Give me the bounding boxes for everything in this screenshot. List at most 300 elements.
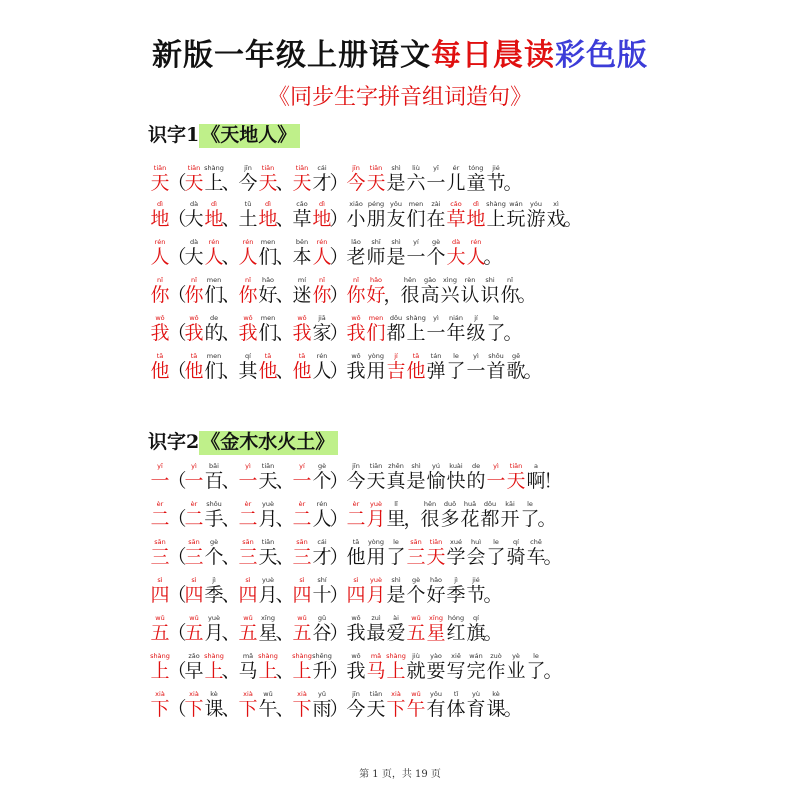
pinyin: duō [443,500,457,508]
punctuation [275,500,295,530]
hanzi: ） [329,660,349,682]
hanzi: 要 [426,660,446,682]
hanzi: 啊 [526,470,546,492]
punctuation [275,276,295,306]
hanzi-with-pinyin [446,576,466,606]
hanzi-with-pinyin [238,164,258,194]
punctuation [503,314,523,344]
hanzi: 、 [221,546,241,568]
pinyin: jié [472,576,480,584]
hanzi: 地 [204,208,224,230]
hanzi-with-pinyin [346,614,366,644]
pinyin: yòng [367,538,385,546]
pinyin: dì [211,200,217,208]
hanzi: 三 [406,546,426,568]
hanzi-with-pinyin [480,276,500,306]
hanzi: 课 [204,698,224,720]
punctuation [275,576,295,606]
pinyin: zuò [490,652,502,660]
pinyin: xīng [261,614,275,622]
hanzi: 完 [466,660,486,682]
hanzi: 星 [258,622,278,644]
punctuation [221,462,241,492]
pinyin: jí [474,314,478,322]
hanzi: 级 [466,322,486,344]
hanzi-with-pinyin [466,164,486,194]
hanzi-with-pinyin [466,352,486,382]
hanzi: 他 [292,360,312,382]
pinyin: yuè [370,576,382,584]
hanzi: 、 [275,546,295,568]
hanzi: 、 [221,172,241,194]
hanzi: （ [167,172,187,194]
hanzi-with-pinyin [406,462,426,492]
punctuation [329,314,349,344]
punctuation [221,614,241,644]
hanzi-with-pinyin [366,314,386,344]
pinyin: rén [154,238,166,246]
hanzi: 好 [366,284,386,306]
hanzi: 下 [386,698,406,720]
pinyin: le [493,538,499,546]
hanzi-with-pinyin [346,352,366,382]
pinyin: shàng [486,200,506,208]
hanzi: ！ [543,470,563,492]
hanzi: 今 [346,470,366,492]
pinyin: men [260,238,276,246]
pinyin: wǔ [263,690,273,698]
punctuation [523,352,543,382]
pinyin: tiān [261,164,275,172]
punctuation [275,352,295,382]
pinyin: shì [391,238,401,246]
hanzi: 人 [238,246,258,268]
hanzi-with-pinyin [426,200,446,230]
hanzi: 草 [292,208,312,230]
section-label: 识字1 [148,124,200,146]
pinyin: shì [391,164,401,172]
hanzi: 戏 [546,208,566,230]
pinyin: mǎ [242,652,254,660]
pinyin: gǔ [317,614,327,622]
hanzi: 、 [221,508,241,530]
hanzi: 你 [150,284,170,306]
hanzi: 谷 [312,622,332,644]
punctuation [383,276,403,306]
pinyin: dōu [389,314,403,322]
hanzi: 、 [275,584,295,606]
title-part-2: 每日晨读 [431,38,555,73]
pinyin: yú [432,462,440,470]
hanzi: 大 [184,208,204,230]
hanzi: 、 [275,360,295,382]
pinyin: le [527,500,533,508]
pinyin: tiān [429,538,443,546]
pinyin: kè [210,690,218,698]
hanzi-with-pinyin [486,462,506,492]
text-line [150,310,523,344]
hanzi-with-pinyin [406,352,426,382]
pinyin: le [493,314,499,322]
hanzi: 们 [258,322,278,344]
text-line [150,686,523,720]
hanzi: 歌 [506,360,526,382]
pinyin: shǒu [488,352,504,360]
pinyin: huì [470,538,482,546]
punctuation [275,462,295,492]
punctuation [275,164,295,194]
pinyin: rén [316,352,328,360]
punctuation [167,576,187,606]
pinyin: péng [367,200,385,208]
pinyin: wǔ [297,614,307,622]
pinyin: hěn [423,500,437,508]
punctuation [221,164,241,194]
pinyin: gāo [423,276,437,284]
pinyin: tiān [153,164,167,172]
hanzi: ） [329,208,349,230]
hanzi: 是 [386,246,406,268]
hanzi-with-pinyin [366,462,386,492]
hanzi: 人 [312,246,332,268]
pinyin: xià [243,690,253,698]
hanzi: 们 [204,284,224,306]
hanzi: 儿 [446,172,466,194]
pinyin: gè [431,238,441,246]
hanzi: ） [329,622,349,644]
hanzi-with-pinyin [292,200,312,230]
hanzi: 天 [426,546,446,568]
hanzi-with-pinyin [238,352,258,382]
hanzi: 地 [466,208,486,230]
hanzi: 天 [292,172,312,194]
punctuation [275,314,295,344]
punctuation [275,200,295,230]
pinyin: dì [319,200,325,208]
hanzi: 今 [346,698,366,720]
pinyin: cǎo [450,200,462,208]
hanzi: 。 [543,546,563,568]
hanzi: 了 [486,322,506,344]
pinyin: shàng [406,314,426,322]
hanzi: 百 [204,470,224,492]
hanzi: 你 [238,284,258,306]
hanzi-with-pinyin [506,200,526,230]
pinyin: dà [189,238,199,246]
hanzi: 六 [406,172,426,194]
hanzi: 你 [312,284,332,306]
pinyin: jīn [352,462,360,470]
pinyin: men [368,314,384,322]
hanzi: 、 [221,698,241,720]
pinyin: rén [242,238,254,246]
pinyin: sān [188,538,200,546]
pinyin: kuài [449,462,463,470]
pinyin: xiě [451,652,461,660]
hanzi: 就 [406,660,426,682]
punctuation [275,538,295,568]
pinyin: jīn [352,690,360,698]
punctuation [517,276,537,306]
pinyin: cái [317,164,327,172]
hanzi: 写 [446,660,466,682]
hanzi-with-pinyin [238,238,258,268]
hanzi: 他 [184,360,204,382]
hanzi-with-pinyin [292,462,312,492]
pinyin: shi [485,276,495,284]
hanzi: 骑 [506,546,526,568]
hanzi-with-pinyin [366,238,386,268]
pinyin: de [209,314,219,322]
hanzi: （ [167,546,187,568]
text-line [150,272,537,306]
hanzi-with-pinyin [406,164,426,194]
hanzi: 师 [366,246,386,268]
pinyin: lǎo [351,238,361,246]
hanzi-with-pinyin [486,652,506,682]
pinyin: gē [511,352,521,360]
pinyin: tā [352,538,360,546]
hanzi: 的 [466,470,486,492]
hanzi: 好 [258,284,278,306]
hanzi: 五 [406,622,426,644]
pinyin: nǐ [353,276,359,284]
pinyin: men [206,352,222,360]
hanzi: 二 [238,508,258,530]
hanzi: 地 [312,208,332,230]
punctuation [167,200,187,230]
hanzi: ） [329,698,349,720]
hanzi-with-pinyin [466,200,486,230]
punctuation [167,276,187,306]
hanzi: 我 [346,322,366,344]
hanzi-with-pinyin [238,276,258,306]
hanzi: 草 [446,208,466,230]
hanzi: 人 [312,508,332,530]
hanzi: 个 [204,546,224,568]
pinyin: jīn [244,164,252,172]
punctuation [167,352,187,382]
hanzi: 今 [238,172,258,194]
pinyin: yī [433,164,439,172]
pinyin: èr [156,500,164,508]
hanzi: 愉 [426,470,446,492]
hanzi: 都 [386,322,406,344]
pinyin: yì [473,352,479,360]
hanzi: 我 [346,660,366,682]
pinyin: wǒ [351,614,361,622]
punctuation [221,500,241,530]
page-subtitle: 《同步生字拼音组词造句》 [267,85,532,110]
hanzi: 在 [426,208,446,230]
pinyin: tiān [369,690,383,698]
hanzi-with-pinyin [460,500,480,530]
pinyin: yóu [530,200,542,208]
hanzi-with-pinyin [386,200,406,230]
pinyin: sān [410,538,422,546]
pinyin: zǎo [188,652,200,660]
punctuation [221,314,241,344]
pinyin: sān [296,538,308,546]
hanzi-with-pinyin [446,200,466,230]
hanzi: 你 [500,284,520,306]
punctuation [275,652,295,682]
pinyin: tiān [509,462,523,470]
hanzi: 快 [446,470,466,492]
hanzi: 我 [238,322,258,344]
pinyin: cǎo [296,200,308,208]
hanzi: （ [167,284,187,306]
hanzi-with-pinyin [184,576,204,606]
hanzi-with-pinyin [426,538,446,568]
hanzi: 。 [517,284,537,306]
punctuation [329,352,349,382]
hanzi: 马 [238,660,258,682]
hanzi: 们 [258,246,278,268]
pinyin: qí [473,614,479,622]
pinyin: chē [530,538,542,546]
hanzi-with-pinyin [366,690,386,720]
hanzi: 月 [204,622,224,644]
punctuation [221,238,241,268]
hanzi-with-pinyin [406,576,426,606]
pinyin: shàng [258,652,278,660]
pinyin: tā [190,352,198,360]
hanzi-with-pinyin [406,614,426,644]
hanzi: 节 [486,172,506,194]
pinyin: yè [512,652,520,660]
hanzi-with-pinyin [400,276,420,306]
hanzi: 上 [386,660,406,682]
pinyin: rén [316,238,328,246]
hanzi: 育 [466,698,486,720]
hanzi: 地 [258,208,278,230]
pinyin: liù [412,164,420,172]
hanzi: 最 [366,622,386,644]
pinyin: sān [154,538,166,546]
punctuation [275,690,295,720]
pinyin: yì [245,462,251,470]
pinyin: ài [393,614,399,622]
pinyin: wǒ [243,314,253,322]
hanzi-with-pinyin [426,238,446,268]
pinyin: tiān [261,462,275,470]
pinyin: gè [317,462,327,470]
hanzi: （ [167,660,187,682]
pinyin: sān [242,538,254,546]
pinyin: yù [472,690,480,698]
hanzi: 四 [238,584,258,606]
hanzi-with-pinyin [292,314,312,344]
hanzi-with-pinyin [292,352,312,382]
hanzi-with-pinyin [292,238,312,268]
hanzi-with-pinyin [292,614,312,644]
hanzi: 午 [406,698,426,720]
text-line [150,348,543,382]
hanzi-with-pinyin [184,538,204,568]
hanzi: 个 [426,246,446,268]
pinyin: huā [463,500,477,508]
hanzi: 你 [184,284,204,306]
pinyin: tā [156,352,164,360]
hanzi: 今 [346,172,366,194]
pinyin: wǔ [243,614,253,622]
hanzi-with-pinyin [506,462,526,492]
hanzi-with-pinyin [366,500,386,530]
hanzi: 手 [204,508,224,530]
hanzi-with-pinyin [346,652,366,682]
section-label: 识字2 [148,431,200,453]
hanzi-with-pinyin [446,538,466,568]
hanzi: ） [329,584,349,606]
pinyin: jí [394,352,398,360]
pinyin: yuè [208,614,220,622]
hanzi: 他 [150,360,170,382]
hanzi: 下 [238,698,258,720]
hanzi: 迷 [292,284,312,306]
pinyin: jiù [412,652,420,660]
pinyin: èr [244,500,252,508]
hanzi: 天 [366,172,386,194]
hanzi-with-pinyin [426,690,446,720]
hanzi: 人 [312,360,332,382]
hanzi: 四 [184,584,204,606]
hanzi-with-pinyin [446,314,466,344]
hanzi: 、 [221,470,241,492]
hanzi-with-pinyin [460,276,480,306]
pinyin: yǔ [318,690,326,698]
hanzi: 我 [150,322,170,344]
hanzi: ） [329,360,349,382]
hanzi: 很 [420,508,440,530]
hanzi: ） [329,246,349,268]
pinyin: gè [209,538,219,546]
pinyin: tā [264,352,272,360]
hanzi: 朋 [366,208,386,230]
hanzi-with-pinyin [426,652,446,682]
hanzi: 五 [150,622,170,644]
hanzi: 会 [466,546,486,568]
hanzi-with-pinyin [238,314,258,344]
hanzi: 本 [292,246,312,268]
hanzi: 三 [150,546,170,568]
hanzi-with-pinyin [446,352,466,382]
hanzi-with-pinyin [366,200,386,230]
punctuation [167,500,187,530]
punctuation [329,538,349,568]
pinyin: hóng [447,614,465,622]
page-footer: 第 1 页，共 19 页 [359,769,441,780]
hanzi-with-pinyin [184,500,204,530]
hanzi-with-pinyin [506,538,526,568]
hanzi: 、 [275,508,295,530]
hanzi: 一 [466,360,486,382]
hanzi: 、 [275,172,295,194]
hanzi: 天 [258,546,278,568]
punctuation [221,652,241,682]
pinyin: dà [189,200,199,208]
hanzi: 友 [386,208,406,230]
hanzi: 五 [292,622,312,644]
pinyin: shàng [386,652,406,660]
pinyin: shì [411,462,421,470]
punctuation [563,200,583,230]
punctuation [543,538,563,568]
punctuation [543,462,563,492]
pinyin: èr [190,500,198,508]
hanzi: 认 [460,284,480,306]
hanzi: 游 [526,208,546,230]
